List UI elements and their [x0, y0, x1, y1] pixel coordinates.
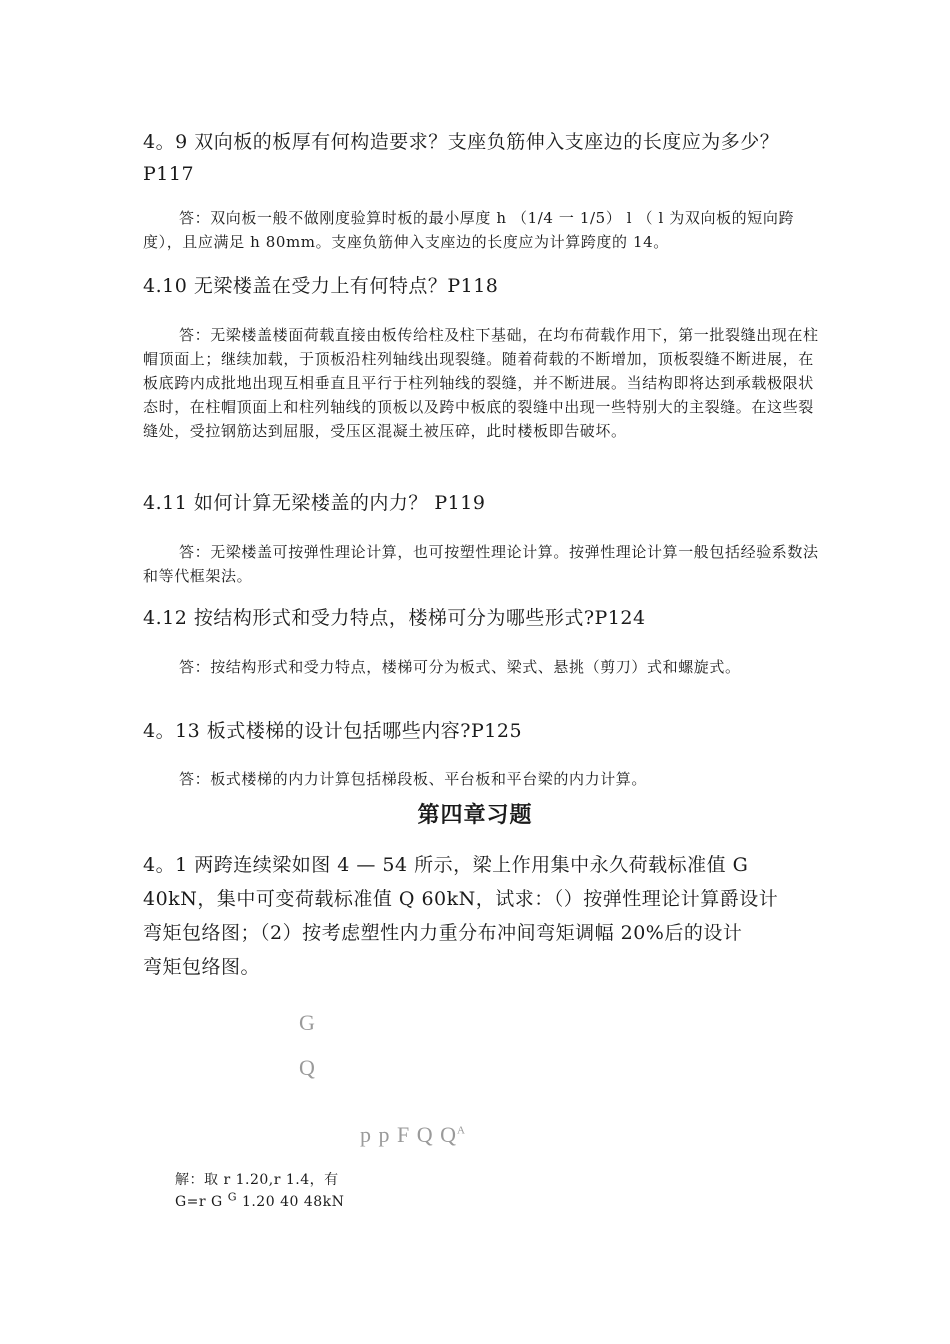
- question-4-12: 4.12 按结构形式和受力特点，楼梯可分为哪些形式?P124: [143, 607, 646, 629]
- answer-4-13: 答：板式楼梯的内力计算包括梯段板、平台板和平台梁的内力计算。: [179, 770, 648, 788]
- question-4-13: 4。13 板式楼梯的设计包括哪些内容?P125: [143, 720, 523, 742]
- solution-line-2: [175, 1192, 344, 1212]
- solution-line-2-superscript: G: [227, 1190, 237, 1204]
- exercise-line-3: 弯矩包络图；（2）按考虑塑性内力重分布冲间弯矩调幅 20%后的设计: [143, 922, 743, 944]
- figure-label-superscript: A: [457, 1124, 466, 1137]
- exercise-line-2: 40kN，集中可变荷载标准值 Q 60kN，试求：（）按弹性理论计算爵设计: [143, 888, 779, 910]
- solution-line-1: 解：取 r 1.20,r 1.4，有: [175, 1172, 339, 1188]
- question-4-10: 4.10 无梁楼盖在受力上有何特点？P118: [143, 275, 499, 297]
- figure-label-row: [360, 1122, 466, 1148]
- solution-line-2-start: G=r G: [175, 1194, 223, 1210]
- question-4-11: 4.11 如何计算无梁楼盖的内力？ P119: [143, 492, 486, 514]
- section-title: 第四章习题: [417, 802, 533, 828]
- figure-label-q: Q: [299, 1055, 315, 1080]
- figure-label-row-text: p p F Q Q: [360, 1122, 458, 1147]
- exercise-4-1: [143, 848, 823, 984]
- figure-label-g: G: [299, 1010, 315, 1035]
- exercise-line-1: 4。1 两跨连续梁如图 4 — 54 所示，梁上作用集中永久荷载标准值 G: [143, 854, 749, 876]
- exercise-line-4: 弯矩包络图。: [143, 956, 261, 978]
- solution-line-2-end: 1.20 40 48kN: [237, 1194, 345, 1210]
- question-4-9: 4。9 双向板的板厚有何构造要求？支座负筋伸入支座边的长度应为多少？ P117: [143, 131, 780, 185]
- answer-4-9: 答：双向板一般不做刚度验算时板的最小厚度 h （1/4 一 1/5） l （ l 为双向板的短向跨度），且应满足 h 80mm。支座负筋伸入支座边的长度应为计算跨度的 14。: [143, 209, 795, 251]
- answer-4-12: 答：按结构形式和受力特点，楼梯可分为板式、梁式、悬挑（剪刀）式和螺旋式。: [179, 658, 741, 676]
- answer-4-10: 答：无梁楼盖楼面荷载直接由板传给柱及柱下基础，在均布荷载作用下，第一批裂缝出现在柱帽顶面上；继续加载，于顶板沿柱列轴线出现裂缝。随着荷载的不断增加，顶板裂缝不断进展，在板底跨内成批地出现互相垂直且平行于柱列轴线的裂缝，并不断进展。当结构即将达到承载极限状态时，在柱帽顶面上和柱列轴线的顶板以及跨中板底的裂缝中出现一些特别大的主裂缝。在这些裂缝处，受拉钢筋达到屈服，受压区混凝土被压碎，此时楼板即告破坏。: [143, 326, 819, 440]
- answer-4-11: 答：无梁楼盖可按弹性理论计算，也可按塑性理论计算。按弹性理论计算一般包括经验系数法和等代框架法。: [143, 543, 819, 585]
